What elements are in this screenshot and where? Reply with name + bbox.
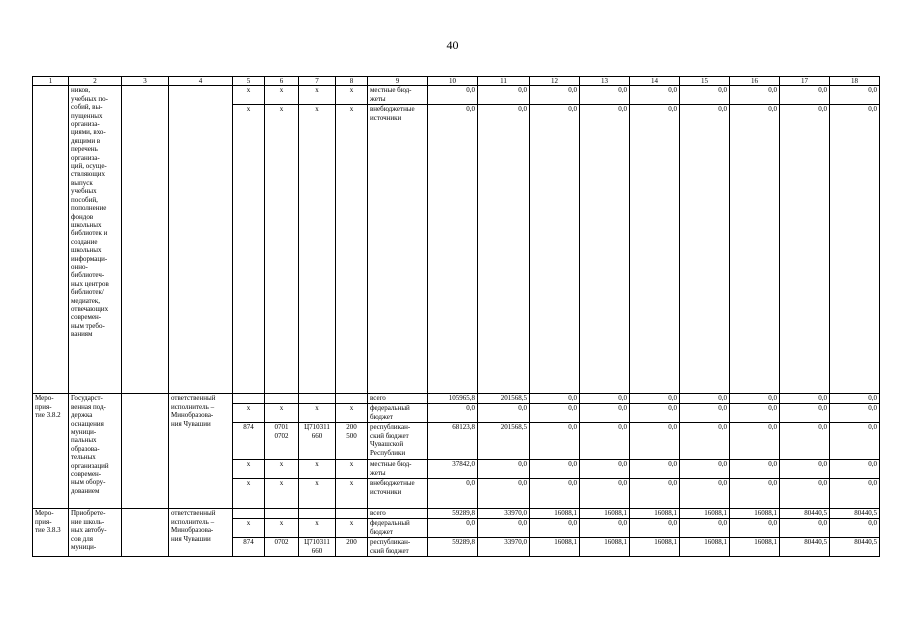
- amount-cell: 16088,1: [530, 509, 580, 519]
- funding-source: всего: [368, 394, 428, 404]
- expense-type-code: 200 500: [336, 423, 368, 460]
- amount-cell: 0,0: [428, 105, 478, 394]
- target-article-code: х: [299, 479, 336, 509]
- expense-type-code: [336, 394, 368, 404]
- funding-source: всего: [368, 509, 428, 519]
- amount-cell: 0,0: [530, 423, 580, 460]
- amount-cell: 0,0: [780, 86, 830, 105]
- header-cell: 9: [368, 77, 428, 86]
- amount-cell: 59289,8: [428, 538, 478, 557]
- section-code: 0702: [265, 538, 299, 557]
- amount-cell: 0,0: [478, 519, 530, 538]
- funding-source: внебюджетные источники: [368, 479, 428, 509]
- amount-cell: 0,0: [580, 404, 630, 423]
- section-code: х: [265, 519, 299, 538]
- amount-cell: 0,0: [580, 105, 630, 394]
- amount-cell: 16088,1: [730, 538, 780, 557]
- expense-type-code: 200: [336, 538, 368, 557]
- amount-cell: 0,0: [630, 404, 680, 423]
- grbs-code: 874: [233, 538, 265, 557]
- amount-cell: 0,0: [580, 86, 630, 105]
- amount-cell: 0,0: [580, 460, 630, 479]
- header-cell: 14: [630, 77, 680, 86]
- header-cell: 13: [580, 77, 630, 86]
- amount-cell: 0,0: [530, 394, 580, 404]
- amount-cell: 0,0: [580, 519, 630, 538]
- header-cell: 2: [69, 77, 122, 86]
- amount-cell: 0,0: [478, 479, 530, 509]
- target-article-code: х: [299, 105, 336, 394]
- funding-source: внебюджетные источники: [368, 105, 428, 394]
- amount-cell: 201568,5: [478, 423, 530, 460]
- amount-cell: 16088,1: [730, 509, 780, 519]
- amount-cell: 0,0: [830, 394, 880, 404]
- expense-type-code: х: [336, 479, 368, 509]
- amount-cell: 0,0: [830, 519, 880, 538]
- amount-cell: 0,0: [780, 460, 830, 479]
- amount-cell: 0,0: [780, 394, 830, 404]
- amount-cell: 0,0: [530, 105, 580, 394]
- grbs-code: х: [233, 479, 265, 509]
- amount-cell: 16088,1: [680, 538, 730, 557]
- amount-cell: 0,0: [530, 479, 580, 509]
- amount-cell: 0,0: [780, 479, 830, 509]
- header-cell: 7: [299, 77, 336, 86]
- amount-cell: 0,0: [680, 460, 730, 479]
- funding-source: местные бюд- жеты: [368, 460, 428, 479]
- amount-cell: 16088,1: [530, 538, 580, 557]
- funding-source: местные бюд- жеты: [368, 86, 428, 105]
- grbs-code: х: [233, 460, 265, 479]
- amount-cell: 16088,1: [680, 509, 730, 519]
- table-row: [33, 509, 880, 519]
- amount-cell: 0,0: [780, 519, 830, 538]
- amount-cell: 0,0: [630, 519, 680, 538]
- section-code: х: [265, 105, 299, 394]
- header-cell: 4: [169, 77, 233, 86]
- amount-cell: 0,0: [830, 460, 880, 479]
- amount-cell: 0,0: [730, 423, 780, 460]
- grbs-code: [233, 394, 265, 404]
- header-cell: 5: [233, 77, 265, 86]
- amount-cell: 0,0: [830, 423, 880, 460]
- header-cell: 8: [336, 77, 368, 86]
- amount-cell: 0,0: [830, 479, 880, 509]
- target-article-code: [299, 509, 336, 519]
- grbs-code: х: [233, 404, 265, 423]
- grbs-code: х: [233, 519, 265, 538]
- amount-cell: 0,0: [730, 460, 780, 479]
- amount-cell: 0,0: [630, 86, 680, 105]
- header-cell: 17: [780, 77, 830, 86]
- grbs-code: х: [233, 105, 265, 394]
- amount-cell: 0,0: [530, 86, 580, 105]
- funding-source: федеральный бюджет: [368, 519, 428, 538]
- amount-cell: 0,0: [530, 460, 580, 479]
- target-article-code: х: [299, 404, 336, 423]
- amount-cell: 0,0: [478, 86, 530, 105]
- amount-cell: 0,0: [730, 394, 780, 404]
- target-article-code: Ц710311 660: [299, 538, 336, 557]
- section-code: [265, 509, 299, 519]
- section-code: х: [265, 460, 299, 479]
- funding-source: республикан- ский бюджет: [368, 538, 428, 557]
- amount-cell: 0,0: [580, 423, 630, 460]
- grbs-code: 874: [233, 423, 265, 460]
- amount-cell: 80440,5: [830, 509, 880, 519]
- event-name-cell: ников, учебных по- собий, вы- пущенных организа- циями, вхо- дящими в перечень организа- ций, осуще- ствляющих выпуск учебных пособий, пополнение фондов школьных библиотек и создание школьных информаци- онно- библиотеч- ных центров библиотек/ медиатек, отвечающих современ- ным требо- ваниям: [69, 86, 122, 394]
- amount-cell: 0,0: [580, 479, 630, 509]
- amount-cell: 0,0: [478, 404, 530, 423]
- section-code: [265, 394, 299, 404]
- amount-cell: 16088,1: [630, 509, 680, 519]
- amount-cell: 0,0: [478, 105, 530, 394]
- amount-cell: 0,0: [680, 519, 730, 538]
- section-code: 0701 0702: [265, 423, 299, 460]
- header-cell: 18: [830, 77, 880, 86]
- amount-cell: 0,0: [830, 105, 880, 394]
- amount-cell: 0,0: [630, 105, 680, 394]
- funding-source: республикан- ский бюджет Чувашской Республики: [368, 423, 428, 460]
- amount-cell: 80440,5: [780, 509, 830, 519]
- amount-cell: 0,0: [530, 519, 580, 538]
- amount-cell: 0,0: [830, 404, 880, 423]
- header-cell: 12: [530, 77, 580, 86]
- event-number-cell: Меро- прия- тие 3.8.2: [33, 394, 69, 509]
- amount-cell: 0,0: [730, 86, 780, 105]
- amount-cell: 16088,1: [630, 538, 680, 557]
- target-article-code: х: [299, 86, 336, 105]
- amount-cell: 0,0: [530, 404, 580, 423]
- amount-cell: 33970,0: [478, 509, 530, 519]
- amount-cell: 68123,8: [428, 423, 478, 460]
- expense-type-code: х: [336, 105, 368, 394]
- table-row: [33, 394, 880, 404]
- budget-table: [32, 76, 880, 557]
- page-number: 40: [446, 38, 459, 52]
- event-number-cell: Меро- прия- тие 3.8.3: [33, 509, 69, 557]
- executor-cell: ответственный исполнитель – Минобразова- ния Чувашии: [169, 394, 233, 509]
- amount-cell: 0,0: [730, 105, 780, 394]
- section-code: х: [265, 404, 299, 423]
- amount-cell: 0,0: [680, 479, 730, 509]
- amount-cell: 0,0: [630, 423, 680, 460]
- amount-cell: 59289,8: [428, 509, 478, 519]
- amount-cell: 0,0: [630, 479, 680, 509]
- amount-cell: 0,0: [680, 423, 730, 460]
- event-name-cell: Государст- венная под- держка оснащения муници- пальных образова- тельных организаций современ- ным обору- дованием: [69, 394, 122, 509]
- amount-cell: 201568,5: [478, 394, 530, 404]
- event-name-cell: Приобрете- ние школь- ных автобу- сов для муници-: [69, 509, 122, 557]
- amount-cell: 0,0: [780, 404, 830, 423]
- status-cell: [33, 86, 69, 394]
- funding-source: федеральный бюджет: [368, 404, 428, 423]
- amount-cell: 16088,1: [580, 509, 630, 519]
- subprogram-cell: [122, 394, 169, 509]
- amount-cell: 0,0: [730, 404, 780, 423]
- header-cell: 15: [680, 77, 730, 86]
- subprogram-cell: [122, 509, 169, 557]
- executor-cell: ответственный исполнитель – Минобразова- ния Чувашии: [169, 509, 233, 557]
- amount-cell: 0,0: [580, 394, 630, 404]
- grbs-code: [233, 509, 265, 519]
- table-row: [33, 86, 880, 105]
- amount-cell: 0,0: [730, 479, 780, 509]
- amount-cell: 33970,0: [478, 538, 530, 557]
- target-article-code: х: [299, 519, 336, 538]
- amount-cell: 0,0: [428, 519, 478, 538]
- header-cell: 10: [428, 77, 478, 86]
- header-cell: 1: [33, 77, 69, 86]
- header-cell: 6: [265, 77, 299, 86]
- amount-cell: 0,0: [830, 86, 880, 105]
- amount-cell: 0,0: [630, 460, 680, 479]
- amount-cell: 0,0: [428, 404, 478, 423]
- target-article-code: х: [299, 460, 336, 479]
- header-cell: 3: [122, 77, 169, 86]
- amount-cell: 0,0: [428, 479, 478, 509]
- executor-cell: [169, 86, 233, 394]
- section-code: х: [265, 86, 299, 105]
- target-article-code: Ц710311 660: [299, 423, 336, 460]
- amount-cell: 105965,8: [428, 394, 478, 404]
- subprogram-cell: [122, 86, 169, 394]
- amount-cell: 16088,1: [580, 538, 630, 557]
- header-cell: 16: [730, 77, 780, 86]
- amount-cell: 0,0: [680, 105, 730, 394]
- section-code: х: [265, 479, 299, 509]
- amount-cell: 0,0: [680, 394, 730, 404]
- amount-cell: 80440,5: [780, 538, 830, 557]
- amount-cell: 80440,5: [830, 538, 880, 557]
- amount-cell: 0,0: [780, 105, 830, 394]
- expense-type-code: х: [336, 404, 368, 423]
- expense-type-code: х: [336, 460, 368, 479]
- amount-cell: 0,0: [680, 404, 730, 423]
- amount-cell: 0,0: [428, 86, 478, 105]
- grbs-code: х: [233, 86, 265, 105]
- amount-cell: 0,0: [780, 423, 830, 460]
- header-row: [33, 77, 880, 86]
- expense-type-code: х: [336, 519, 368, 538]
- expense-type-code: х: [336, 86, 368, 105]
- amount-cell: 0,0: [730, 519, 780, 538]
- expense-type-code: [336, 509, 368, 519]
- amount-cell: 37842,0: [428, 460, 478, 479]
- header-cell: 11: [478, 77, 530, 86]
- amount-cell: 0,0: [478, 460, 530, 479]
- amount-cell: 0,0: [680, 86, 730, 105]
- amount-cell: 0,0: [630, 394, 680, 404]
- target-article-code: [299, 394, 336, 404]
